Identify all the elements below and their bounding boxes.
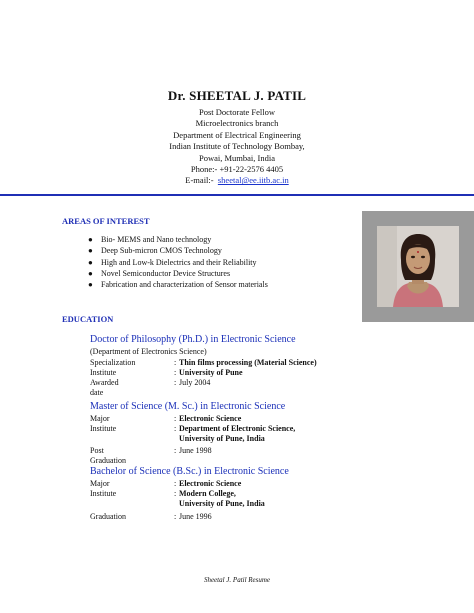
portrait-image [377, 226, 459, 307]
degree-dept-phd: (Department of Electronics Science) [90, 347, 207, 356]
profile-photo [377, 226, 459, 307]
interest-list [88, 234, 268, 290]
areas-of-interest-heading: AREAS OF INTEREST [62, 216, 150, 226]
institute-line: Indian Institute of Technology Bombay, [169, 141, 305, 152]
list-item: ● Novel Semiconductor Device Structures [88, 268, 231, 278]
email-label: E-mail:- [185, 175, 214, 186]
degree-title-msc: Master of Science (M. Sc.) in Electronic Science [90, 401, 286, 412]
header-divider [0, 194, 474, 196]
location-line: Powai, Mumbai, India [198, 152, 276, 163]
page-footer: Sheetal J. Patil Resume [203, 576, 271, 584]
phone-line: Phone:- +91-22-2576 4405 [190, 164, 284, 175]
photo-frame [362, 211, 474, 322]
bullet-icon: ● [88, 280, 93, 290]
degree-title-phd: Doctor of Philosophy (Ph.D.) in Electronic Science [90, 334, 296, 345]
email-link[interactable]: sheetal@ee.iitb.ac.in [217, 175, 289, 186]
education-heading: EDUCATION [62, 314, 114, 324]
degree-title-bsc: Bachelor of Science (B.Sc.) in Electronic Science [90, 466, 289, 477]
bullet-icon: ● [88, 235, 93, 244]
resume-header [0, 88, 474, 187]
candidate-name: Dr. SHEETAL J. PATIL [167, 88, 307, 103]
department-line: Department of Electrical Engineering [173, 129, 301, 140]
bullet-icon: ● [88, 246, 93, 256]
list-item: ● Bio- MEMS and Nano technology [88, 235, 212, 244]
list-item: ● High and Low-k Dielectrics and their Reliability [88, 257, 257, 267]
branch-line: Microelectronics branch [195, 118, 279, 129]
list-item: ● Deep Sub-micron CMOS Technology [88, 246, 222, 256]
job-title: Post Doctorate Fellow [198, 107, 276, 117]
email-line [0, 175, 474, 186]
bullet-icon: ● [88, 268, 93, 278]
list-item: ● Fabrication and characterization of Sensor materials [88, 280, 268, 290]
bullet-icon: ● [88, 257, 93, 267]
